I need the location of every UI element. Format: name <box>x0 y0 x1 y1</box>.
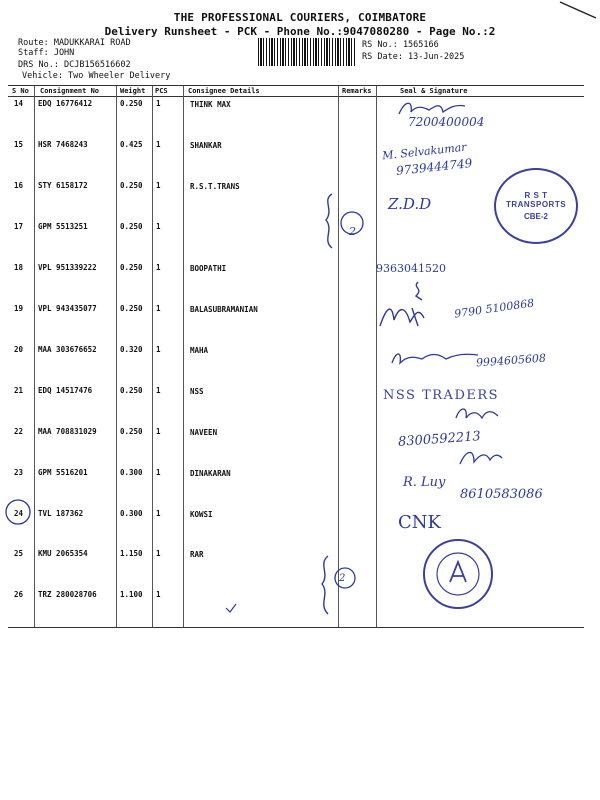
row-pcs: 1 <box>156 549 161 558</box>
row-pcs: 1 <box>156 509 161 518</box>
row-pcs: 1 <box>156 468 161 477</box>
nss-traders-stamp: NSS TRADERS <box>383 388 500 403</box>
pen-stroke-mark <box>556 0 600 22</box>
row-consignee: NSS <box>190 387 204 396</box>
col-divider <box>376 86 377 627</box>
row-pcs: 1 <box>156 427 161 436</box>
row-weight: 0.425 <box>120 140 143 149</box>
row-pcs: 1 <box>156 99 161 108</box>
row-weight: 0.250 <box>120 304 143 313</box>
col-divider <box>152 86 153 627</box>
row-weight: 0.300 <box>120 509 143 518</box>
handwritten-phone-19: 9790 5100868 <box>453 296 535 321</box>
staff-label: Staff: JOHN <box>18 48 75 58</box>
bracket-mark-b <box>316 552 360 618</box>
row-sno: 25 <box>14 549 24 558</box>
row-consignee: RAR <box>190 550 204 559</box>
col-divider <box>338 86 339 627</box>
row-pcs: 1 <box>156 304 161 313</box>
circle-mark-row-24 <box>4 498 32 526</box>
row-sno: 15 <box>14 140 24 149</box>
handwritten-phone-22: 8300592213 <box>397 429 482 450</box>
handwritten-phone-23: 8610583086 <box>460 487 543 502</box>
handwritten-signature-23: R. Luy <box>403 475 446 490</box>
company-seal-stamp <box>420 538 496 610</box>
row-consignee: DINAKARAN <box>190 469 231 478</box>
row-pcs: 1 <box>156 181 161 190</box>
row-consignee: NAVEEN <box>190 428 218 437</box>
handwritten-phone-20: 9994605608 <box>475 351 547 370</box>
rs-date: RS Date: 13-Jun-2025 <box>362 52 465 62</box>
row-consignment: GPM 5513251 <box>38 222 88 231</box>
row-consignment: STY 6158172 <box>38 181 88 190</box>
col-header-consignment: Consignment No <box>40 87 100 95</box>
col-divider <box>116 86 117 627</box>
runsheet-title: Delivery Runsheet - PCK - Phone No.:9047080280 - Page No.:2 <box>104 25 496 38</box>
col-divider <box>34 86 35 627</box>
row-consignee: BOOPATHI <box>190 264 227 273</box>
row-consignee: KOWSI <box>190 510 213 519</box>
stamp-rst-text: R S T TRANSPORTS <box>505 191 567 209</box>
row-pcs: 1 <box>156 140 161 149</box>
row-sno: 14 <box>14 99 24 108</box>
row-sno: 24 <box>14 509 24 518</box>
row-pcs: 1 <box>156 345 161 354</box>
handwritten-phone-15: 9739444749 <box>395 156 473 178</box>
row-weight: 0.320 <box>120 345 143 354</box>
stamp-rst-city: CBE-2 <box>523 212 548 221</box>
row-consignment: KMU 2065354 <box>38 549 88 558</box>
row-consignment: VPL 951339222 <box>38 263 97 272</box>
row-sno: 16 <box>14 181 24 190</box>
row-consignee: R.S.T.TRANS <box>190 182 240 191</box>
handwritten-count-b: 2 <box>339 573 346 584</box>
handwritten-phone-18: 9363041520 <box>376 262 446 275</box>
vehicle-label: Vehicle: Two Wheeler Delivery <box>22 71 171 81</box>
barcode <box>258 38 355 66</box>
row-weight: 0.250 <box>120 181 143 190</box>
signature-scribble-22 <box>456 444 506 470</box>
row-sno: 19 <box>14 304 24 313</box>
rs-number: RS No.: 1565166 <box>362 40 439 50</box>
row-consignment: EDQ 14517476 <box>38 386 93 395</box>
col-divider <box>183 86 184 627</box>
row-consignment: MAA 303676652 <box>38 345 97 354</box>
row-sno: 22 <box>14 427 24 436</box>
col-header-sno: S No <box>12 87 29 95</box>
row-sno: 18 <box>14 263 24 272</box>
row-consignee: BALASUBRAMANIAN <box>190 305 258 314</box>
handwritten-signature-16: Z.D.D <box>388 195 432 213</box>
row-sno: 26 <box>14 590 24 599</box>
col-header-remarks: Remarks <box>342 87 372 95</box>
row-consignee: SHANKAR <box>190 141 222 150</box>
drs-label: DRS No.: DCJB156516602 <box>18 60 131 70</box>
row-weight: 0.300 <box>120 468 143 477</box>
table-top-rule <box>8 85 584 86</box>
rst-transports-stamp <box>494 168 578 244</box>
row-consignee: THINK MAX <box>190 100 231 109</box>
row-sno: 20 <box>14 345 24 354</box>
col-header-consignee: Consignee Details <box>188 87 260 95</box>
row-consignee: MAHA <box>190 346 209 355</box>
handwritten-signature-15: M. Selvakumar <box>381 140 468 163</box>
row-pcs: 1 <box>156 386 161 395</box>
handwritten-signature-24: CNK <box>398 512 441 533</box>
row-consignment: TVL 187362 <box>38 509 84 518</box>
handwritten-phone-14: 7200400004 <box>408 115 485 129</box>
row-weight: 1.150 <box>120 549 143 558</box>
col-header-weight: Weight <box>120 87 146 95</box>
row-weight: 0.250 <box>120 263 143 272</box>
col-header-pcs: PCS <box>155 87 168 95</box>
row-sno: 23 <box>14 468 24 477</box>
bracket-mark-a <box>318 190 368 252</box>
row-pcs: 1 <box>156 590 161 599</box>
route-label: Route: MADUKKARAI ROAD <box>18 38 131 48</box>
row-weight: 0.250 <box>120 427 143 436</box>
row-weight: 0.250 <box>120 99 143 108</box>
row-weight: 1.100 <box>120 590 143 599</box>
row-consignment: MAA 708831029 <box>38 427 97 436</box>
signature-scribble-21 <box>452 402 504 426</box>
table-bottom-rule <box>8 627 584 628</box>
tick-mark <box>224 602 238 614</box>
row-sno: 21 <box>14 386 24 395</box>
row-weight: 0.250 <box>120 386 143 395</box>
row-consignment: HSR 7468243 <box>38 140 88 149</box>
row-consignment: EDQ 16776412 <box>38 99 93 108</box>
row-consignment: VPL 943435077 <box>38 304 97 313</box>
col-header-seal: Seal & Signature <box>400 87 468 95</box>
row-consignment: TRZ 280028706 <box>38 590 97 599</box>
row-pcs: 1 <box>156 263 161 272</box>
table-header-rule <box>8 96 584 97</box>
row-sno: 17 <box>14 222 24 231</box>
row-pcs: 1 <box>156 222 161 231</box>
row-weight: 0.250 <box>120 222 143 231</box>
handwritten-count-a: 2 <box>349 225 356 238</box>
company-title: THE PROFESSIONAL COURIERS, COIMBATORE <box>173 11 427 24</box>
signature-scribble-20 <box>388 345 488 371</box>
row-consignment: GPM 5516201 <box>38 468 88 477</box>
